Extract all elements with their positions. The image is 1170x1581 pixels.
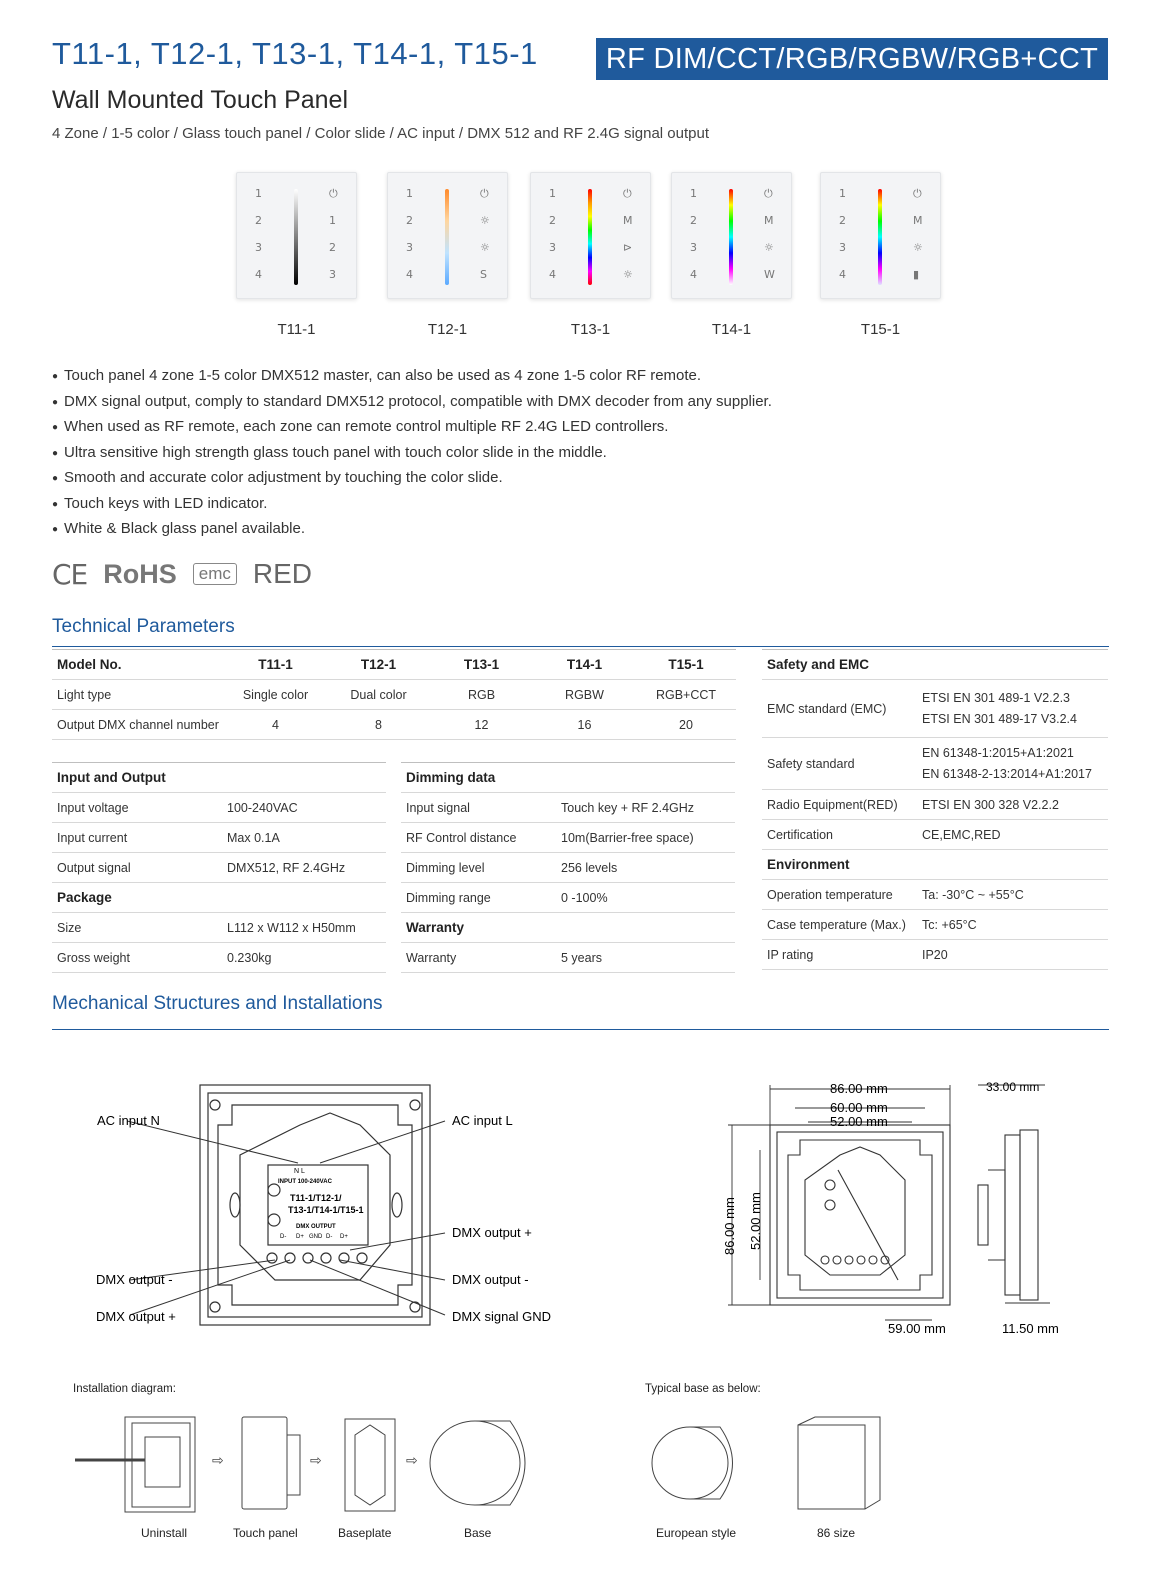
table-cell: EMC standard (EMC) — [762, 680, 917, 738]
table-row — [52, 913, 386, 943]
table-cell: Certification — [762, 820, 917, 850]
dim-33: 33.00 mm — [986, 1080, 1040, 1094]
table-cell: T12-1 — [327, 650, 430, 680]
dim-59: 59.00 mm — [888, 1321, 946, 1336]
emc-logo: emc — [193, 563, 237, 585]
color-slide — [878, 189, 882, 285]
function-key: M — [623, 214, 633, 227]
table-cell: 4 — [224, 710, 327, 740]
touch-panel-t13-1 — [530, 172, 651, 299]
module-models2: T13-1/T14-1/T15-1 — [288, 1205, 364, 1215]
table-cell: 8 — [327, 710, 430, 740]
table-cell: L112 x W112 x H50mm — [222, 913, 386, 943]
touch-panel-t14-1 — [671, 172, 792, 299]
table-cell: T13-1 — [430, 650, 533, 680]
table-cell: Model No. — [52, 650, 224, 680]
table-cell: 16 — [533, 710, 636, 740]
ce-logo: CE — [52, 557, 88, 591]
safety-table — [762, 649, 1108, 970]
table-cell: Size — [52, 913, 222, 943]
module-pin: D- — [326, 1234, 333, 1240]
table-cell: Dimming level — [401, 853, 556, 883]
zone-key: 4 — [690, 268, 697, 281]
zone-key: 2 — [690, 214, 697, 227]
touch-panel-t15-1 — [820, 172, 941, 299]
table-cell: Tc: +65°C — [917, 910, 1108, 940]
touch-panel-t12-1 — [387, 172, 508, 299]
zone-key: 3 — [839, 241, 846, 254]
table-cell: ETSI EN 301 489-1 V2.2.3 — [922, 690, 1071, 705]
table-cell: RF Control distance — [401, 823, 556, 853]
feature-item: ● Touch panel 4 zone 1-5 color DMX512 master, can also be used as 4 zone 1-5 color RF remote. — [52, 363, 772, 389]
table-cell: Max 0.1A — [222, 823, 386, 853]
typical-base-title: Typical base as below: — [645, 1383, 761, 1395]
feature-item: ● Smooth and accurate color adjustment by touching the color slide. — [52, 465, 772, 491]
table-row — [52, 680, 736, 710]
table-cell: EN 61348-1:2015+A1:2021 — [922, 745, 1074, 760]
table-cell: ETSI EN 300 328 V2.2.2 — [917, 790, 1108, 820]
table-cell: EN 61348-2-13:2014+A1:2017 — [922, 766, 1092, 781]
function-key: ▮ — [913, 268, 920, 281]
step-label: Uninstall — [141, 1526, 188, 1540]
feature-list — [52, 363, 772, 542]
table-cell: 10m(Barrier-free space) — [556, 823, 735, 853]
dim-11-5: 11.50 mm — [1002, 1321, 1059, 1336]
function-key: ⊳ — [623, 241, 633, 254]
table-cell: IP rating — [762, 940, 917, 970]
table-cell: IP20 — [917, 940, 1108, 970]
panel-label: T11-1 — [277, 321, 316, 338]
function-key: ☼ — [764, 241, 774, 254]
function-key: ⏻ — [764, 187, 773, 200]
table-row — [52, 793, 386, 823]
rohs-logo: RoHS — [103, 558, 177, 589]
module-nl: N L — [294, 1168, 305, 1175]
table-cell: T11-1 — [224, 650, 327, 680]
feature-item: ● White & Black glass panel available. — [52, 516, 772, 542]
table-cell: T15-1 — [636, 650, 736, 680]
module-models: T11-1/T12-1/ — [290, 1193, 342, 1203]
panel-label: T14-1 — [711, 321, 752, 338]
table-row — [401, 853, 735, 883]
zone-key: 1 — [255, 187, 262, 200]
step-label: Base — [464, 1526, 492, 1540]
table-row — [762, 820, 1108, 850]
table-cell: Ta: -30°C ~ +55°C — [917, 880, 1108, 910]
arrow-icon: ⇨ — [406, 1453, 418, 1469]
feature-item: ● Ultra sensitive high strength glass touch panel with touch color slide in the middle. — [52, 440, 772, 466]
zone-key: 4 — [549, 268, 556, 281]
table-row — [52, 943, 386, 973]
table-row — [762, 940, 1108, 970]
table-section-title: Environment — [762, 850, 1108, 880]
table-cell: 5 years — [556, 943, 735, 973]
label-dmx-gnd: DMX signal GND — [452, 1309, 551, 1324]
function-key: ☼ — [913, 241, 923, 254]
function-key: S — [480, 268, 487, 281]
dim-52-horizontal: 52.00 mm — [830, 1114, 888, 1129]
module-pin: D+ — [296, 1234, 304, 1240]
zone-key: 3 — [549, 241, 556, 254]
table-cell: 20 — [636, 710, 736, 740]
label-dmx-minus-left: DMX output - — [96, 1272, 173, 1287]
zone-key: 2 — [839, 214, 846, 227]
section-rule — [52, 646, 1109, 647]
color-slide — [729, 189, 733, 285]
dim-52-vertical: 52.00 mm — [748, 1192, 763, 1250]
table-cell: ETSI EN 301 489-17 V3.2.4 — [922, 711, 1077, 726]
arrow-icon: ⇨ — [310, 1453, 322, 1469]
table-cell: Dual color — [327, 680, 430, 710]
function-key: M — [913, 214, 923, 227]
product-type-badge: RF DIM/CCT/RGB/RGBW/RGB+CCT — [596, 38, 1108, 80]
module-pin: D- — [280, 1234, 287, 1240]
table-cell: RGB — [430, 680, 533, 710]
zone-key: 1 — [549, 187, 556, 200]
wiring-diagram — [60, 1075, 620, 1345]
panel-label: T12-1 — [427, 321, 468, 338]
function-key: 3 — [329, 268, 336, 281]
table-cell: 12 — [430, 710, 533, 740]
table-row — [401, 883, 735, 913]
table-section-title: Dimming data — [401, 763, 735, 793]
model-title: T11-1, T12-1, T13-1, T14-1, T15-1 — [52, 36, 538, 71]
function-key: ⏻ — [329, 187, 338, 200]
table-section-title: Input and Output — [52, 763, 386, 793]
feature-item: ● Touch keys with LED indicator. — [52, 491, 772, 517]
zone-key: 1 — [406, 187, 413, 200]
table-row — [52, 853, 386, 883]
zone-key: 2 — [549, 214, 556, 227]
panel-label: T13-1 — [570, 321, 611, 338]
table-section-title: Warranty — [401, 913, 735, 943]
table-cell: Warranty — [401, 943, 556, 973]
function-key: 2 — [329, 241, 336, 254]
input-output-table — [52, 762, 386, 973]
table-cell: Single color — [224, 680, 327, 710]
label-ac-n: AC input N — [97, 1113, 160, 1128]
certification-logos — [52, 556, 312, 592]
feature-item: ● When used as RF remote, each zone can remote control multiple RF 2.4G LED controllers. — [52, 414, 772, 440]
table-cell: Input current — [52, 823, 222, 853]
function-key: M — [764, 214, 774, 227]
table-cell: 0.230kg — [222, 943, 386, 973]
label-dmx-minus-right: DMX output - — [452, 1272, 529, 1287]
function-key: ⏻ — [913, 187, 922, 200]
section-title-technical: Technical Parameters — [52, 616, 235, 637]
dim-60: 60.00 mm — [830, 1100, 888, 1115]
table-cell: Case temperature (Max.) — [762, 910, 917, 940]
function-key: 1 — [329, 214, 336, 227]
table-row — [762, 790, 1108, 820]
table-row — [762, 738, 1108, 790]
feature-item: ● DMX signal output, comply to standard DMX512 protocol, compatible with DMX decoder from any supplier. — [52, 389, 772, 415]
table-row — [401, 823, 735, 853]
module-dmx: DMX OUTPUT — [296, 1224, 336, 1230]
table-cell: 0 -100% — [556, 883, 735, 913]
color-slide — [588, 189, 592, 285]
zone-key: 4 — [406, 268, 413, 281]
function-key: W — [764, 268, 775, 281]
table-cell: 256 levels — [556, 853, 735, 883]
zone-key: 2 — [255, 214, 262, 227]
zone-key: 2 — [406, 214, 413, 227]
zone-key: 3 — [690, 241, 697, 254]
table-cell: Output signal — [52, 853, 222, 883]
product-tagline: 4 Zone / 1-5 color / Glass touch panel / Color slide / AC input / DMX 512 and RF 2.4G signal output — [52, 125, 710, 142]
zone-key: 3 — [406, 241, 413, 254]
model-table — [52, 649, 736, 740]
table-row — [401, 943, 735, 973]
table-row — [52, 710, 736, 740]
dim-86-vertical: 86.00 mm — [722, 1197, 737, 1255]
label-dmx-plus-right: DMX output + — [452, 1225, 532, 1240]
table-cell: Input voltage — [52, 793, 222, 823]
function-key: ⏻ — [623, 187, 632, 200]
function-key: ☼ — [480, 214, 490, 227]
function-key: ☼ — [623, 268, 633, 281]
table-cell: Operation temperature — [762, 880, 917, 910]
zone-key: 1 — [839, 187, 846, 200]
table-section-title: Safety and EMC — [762, 650, 1108, 680]
table-cell: CE,EMC,RED — [917, 820, 1108, 850]
product-subtitle: Wall Mounted Touch Panel — [52, 86, 349, 114]
table-cell: Touch key + RF 2.4GHz — [556, 793, 735, 823]
table-cell: RGB+CCT — [636, 680, 736, 710]
arrow-icon: ⇨ — [212, 1453, 224, 1469]
module-pin: D+ — [340, 1234, 348, 1240]
table-row — [401, 793, 735, 823]
table-row — [52, 823, 386, 853]
installation-diagram-title: Installation diagram: — [73, 1383, 176, 1395]
touch-panel-t11-1 — [236, 172, 357, 299]
section-title-mechanical: Mechanical Structures and Installations — [52, 993, 383, 1014]
zone-key: 4 — [255, 268, 262, 281]
color-slide — [294, 189, 298, 285]
step-label: Touch panel — [233, 1526, 298, 1540]
function-key: ⏻ — [480, 187, 489, 200]
module-input: INPUT 100-240VAC — [278, 1179, 332, 1185]
base-label: 86 size — [817, 1526, 856, 1540]
zone-key: 4 — [839, 268, 846, 281]
function-key: ☼ — [480, 241, 490, 254]
red-logo: RED — [252, 558, 312, 589]
table-cell: RGBW — [533, 680, 636, 710]
label-dmx-plus-left: DMX output + — [96, 1309, 176, 1324]
table-header-row — [52, 650, 736, 680]
table-cell: 100-240VAC — [222, 793, 386, 823]
module-pin: GND — [309, 1234, 323, 1240]
table-cell: T14-1 — [533, 650, 636, 680]
table-section-title: Package — [52, 883, 386, 913]
table-cell: Output DMX channel number — [52, 710, 224, 740]
table-cell: Input signal — [401, 793, 556, 823]
dim-86-horizontal: 86.00 mm — [830, 1081, 888, 1096]
table-row — [762, 910, 1108, 940]
zone-key: 1 — [690, 187, 697, 200]
section-rule — [52, 1029, 1109, 1030]
base-label: European style — [656, 1526, 737, 1540]
table-cell: Gross weight — [52, 943, 222, 973]
installation-steps-drawing — [70, 1405, 1110, 1520]
table-cell: DMX512, RF 2.4GHz — [222, 853, 386, 883]
zone-key: 3 — [255, 241, 262, 254]
table-cell: Light type — [52, 680, 224, 710]
color-slide — [445, 189, 449, 285]
dimension-drawing — [720, 1075, 1090, 1345]
table-cell: Dimming range — [401, 883, 556, 913]
table-cell: Safety standard — [762, 738, 917, 790]
dimming-table — [401, 762, 735, 973]
table-row — [762, 880, 1108, 910]
table-row — [762, 680, 1108, 738]
label-ac-l: AC input L — [452, 1113, 513, 1128]
panel-label: T15-1 — [860, 321, 901, 338]
step-label: Baseplate — [338, 1526, 392, 1540]
table-cell: Radio Equipment(RED) — [762, 790, 917, 820]
